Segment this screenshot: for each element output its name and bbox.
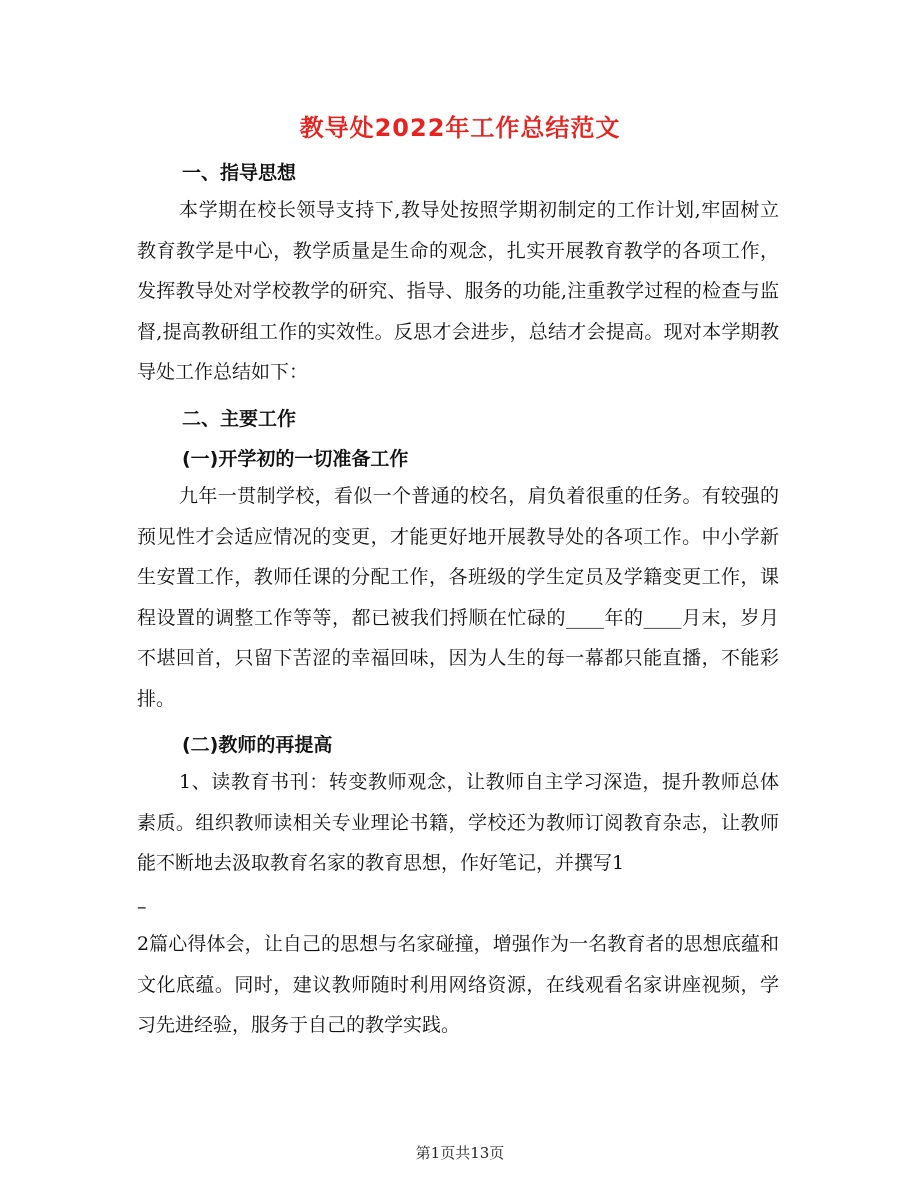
heading-guiding-ideology: 一、指导思想 [182,162,297,184]
line-dash: – [137,896,147,918]
heading-main-work: 二、主要工作 [182,408,297,430]
heading-preparation-work: (一)开学初的一切准备工作 [182,448,409,470]
paragraph-guiding-ideology: 本学期在校长领导支持下,教导处按照学期初制定的工作计划,牢固树立教育教学是中心，教学质量是生命的观念，扎实开展教育教学的各项工作，发挥教导处对学校教学的研究、指导、服务的功能,注重教学过程的检查与监督,提高教研组工作的实效性。反思才会进步，总结才会提高。现对本学期教导处工作总结如下： [137,199,779,383]
paragraph-preparation-work: 九年一贯制学校，看似一个普通的校名，肩负着很重的任务。有较强的预见性才会适应情况的变更，才能更好地开展教导处的各项工作。中小学新生安置工作，教师任课的分配工作，各班级的学生定员及学籍变更工作，课程设置的调整工作等等，都已被我们捋顺在忙碌的____年的____月末，岁月不堪回首，只留下苦涩的幸福回味，因为人生的每一幕都只能直播，不能彩排。 [137,485,779,710]
heading-teacher-improvement: (二)教师的再提高 [182,734,333,756]
paragraph-reflection: 2篇心得体会，让自己的思想与名家碰撞，增强作为一名教育者的思想底蕴和文化底蕴。同时，建议教师随时利用网络资源，在线观看名家讲座视频，学习先进经验，服务于自己的教学实践。 [137,933,779,1036]
paragraph-reading-journals: 1、读教育书刊：转变教师观念，让教师自主学习深造，提升教师总体素质。组织教师读相关专业理论书籍，学校还为教师订阅教育杂志，让教师能不断地去汲取教育名家的教育思想，作好笔记，并撰写1 [137,771,779,874]
document-title: 教导处2022年工作总结范文 [299,114,621,142]
page-number: 第1页共13页 [415,1144,505,1162]
